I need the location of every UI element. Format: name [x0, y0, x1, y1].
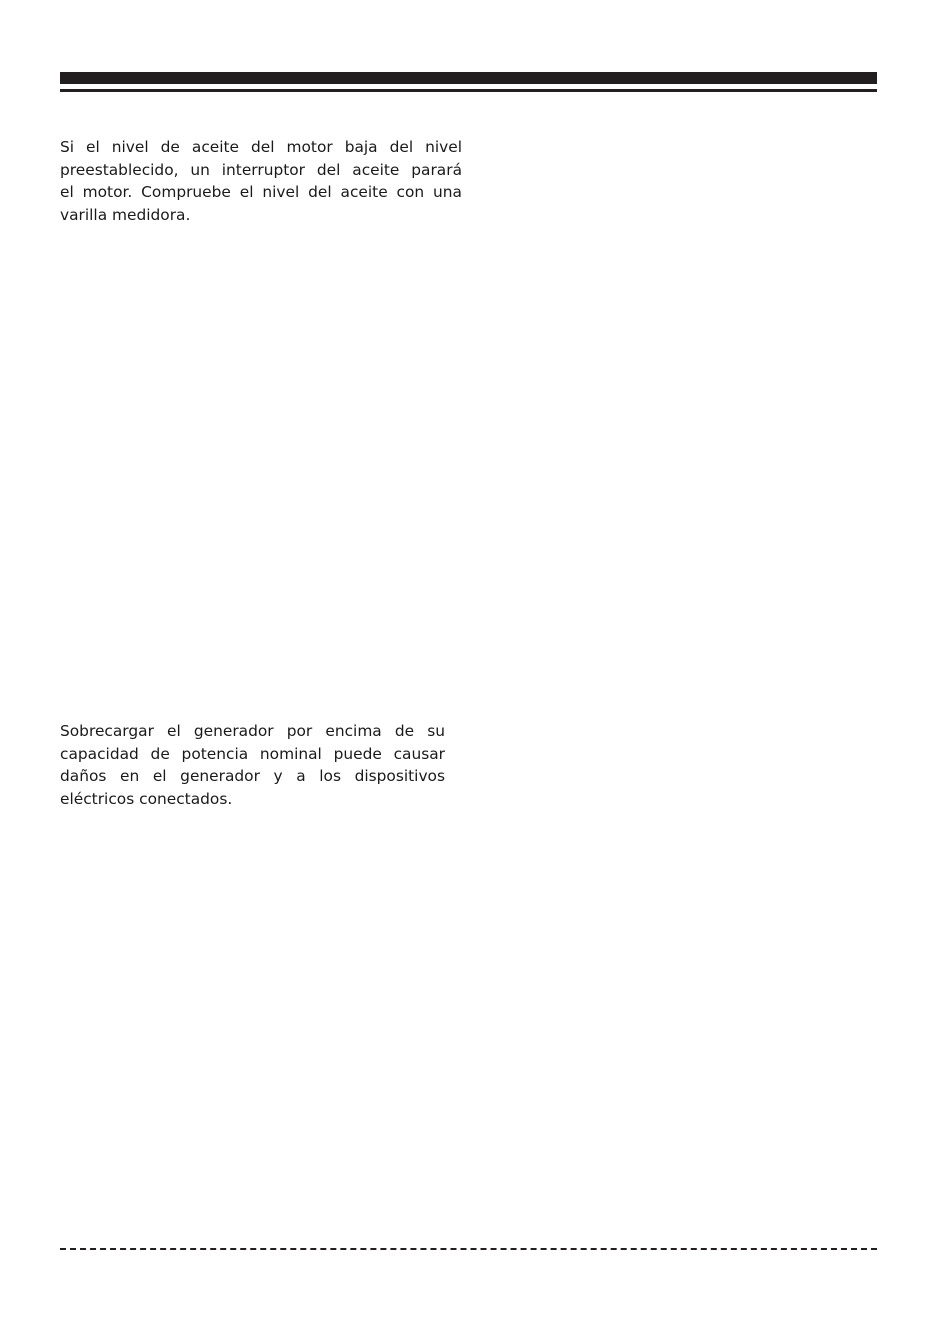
text-line: Sobrecargar el generador por encima de su: [60, 722, 445, 740]
text-line: Si el nivel de aceite del motor baja del nivel: [60, 138, 462, 156]
footer-dashed-rule: [60, 1248, 877, 1250]
text-line: preestablecido, un interruptor del aceite parará: [60, 160, 462, 179]
oil-level-warning-paragraph: [60, 136, 462, 226]
text-line: el motor. Compruebe el nivel del aceite con una: [60, 183, 462, 202]
header-bar: [60, 72, 877, 84]
text-line: varilla medidora.: [60, 205, 191, 224]
header-rule: [60, 89, 877, 92]
overload-warning-paragraph: [60, 720, 445, 810]
text-line: capacidad de potencia nominal puede causar: [60, 744, 445, 763]
text-line: eléctricos conectados.: [60, 789, 233, 808]
text-line: daños en el generador y a los dispositivos: [60, 767, 445, 786]
